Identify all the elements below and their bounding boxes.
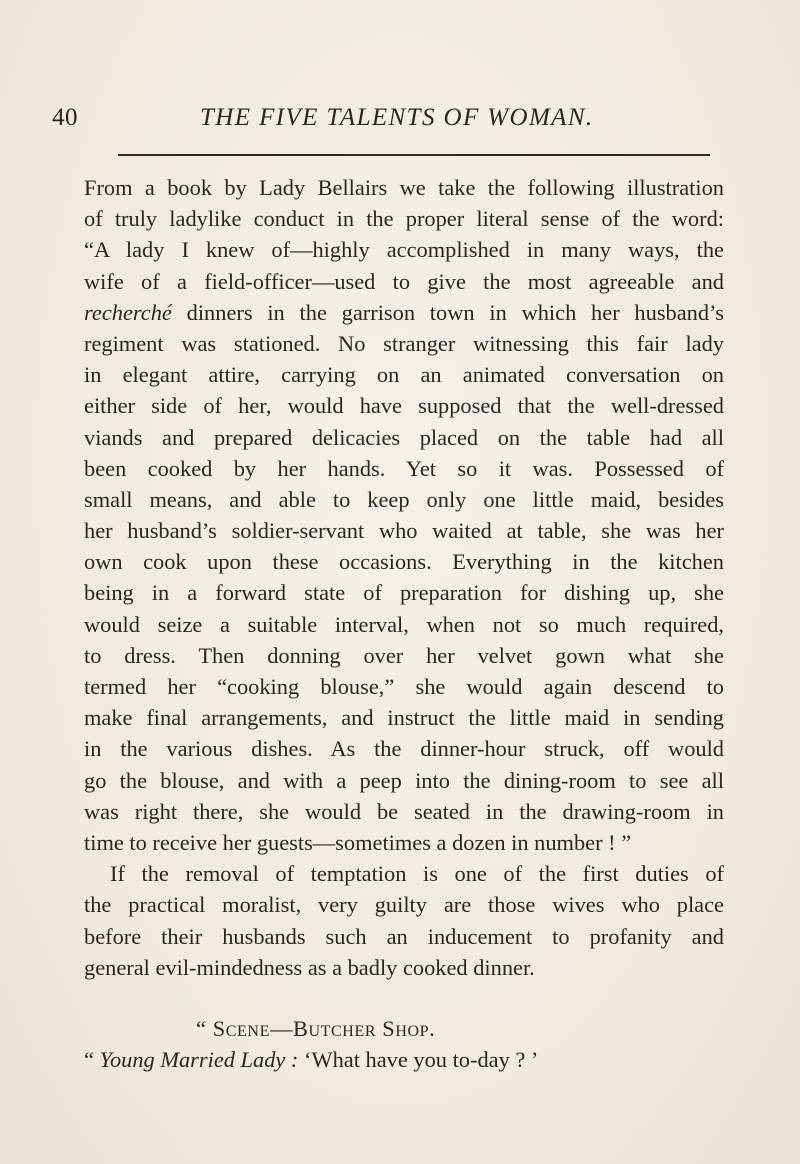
- text-line: If the removal of temptation is one of the first duties of: [110, 861, 724, 887]
- text-line: of truly ladylike conduct in the proper literal sense of the word:: [84, 206, 724, 232]
- running-title: THE FIVE TALENTS OF WOMAN.: [200, 104, 594, 131]
- text-fragment: dinners in the garrison town in which her husband’s: [186, 299, 724, 325]
- text-line: “A lady I knew of—highly accomplished in many ways, the: [84, 237, 724, 263]
- text-line: small means, and able to keep only one little maid, besides: [84, 486, 724, 512]
- text-line: would seize a suitable interval, when not so much required,: [84, 611, 724, 637]
- text-line: viands and prepared delicacies placed on the table had all: [84, 424, 724, 450]
- text-line: regiment was stationed. No stranger witnessing this fair lady: [84, 330, 724, 356]
- text-line: make final arrangements, and instruct the little maid in sending: [84, 705, 724, 731]
- header-rule: [118, 154, 710, 156]
- text-line: before their husbands such an inducement to profanity and: [84, 923, 724, 949]
- text-line: in the various dishes. As the dinner-hour struck, off would: [84, 736, 724, 762]
- text-line: either side of her, would have supposed that the well-dressed: [84, 393, 724, 419]
- text-line: was right there, she would be seated in the drawing-room in: [84, 798, 724, 824]
- speaker-name: Young Married Lady :: [99, 1047, 299, 1073]
- text-line: own cook upon these occasions. Everything in the kitchen: [84, 549, 724, 575]
- page-number: 40: [52, 104, 78, 131]
- text-line: to dress. Then donning over her velvet gown what she: [84, 642, 724, 668]
- text-line-recherche: [84, 297, 724, 328]
- text-line: been cooked by her hands. Yet so it was. Possessed of: [84, 455, 724, 481]
- text-line: general evil-mindedness as a badly cooked dinner.: [84, 954, 535, 980]
- text-line: time to receive her guests—sometimes a dozen in number ! ”: [84, 829, 632, 855]
- text-line: From a book by Lady Bellairs we take the following illustration: [84, 175, 724, 200]
- scene-heading: “ Scene—Butcher Shop.: [196, 1015, 436, 1041]
- text-line: the practical moralist, very guilty are those wives who place: [84, 892, 724, 918]
- text-line: being in a forward state of preparation for dishing up, she: [84, 580, 724, 606]
- text-line: her husband’s soldier-servant who waited at table, she was her: [84, 518, 724, 544]
- section-gap: [84, 983, 724, 1013]
- speech-text: ‘What have you to-day ? ’: [298, 1047, 539, 1073]
- body-text: [84, 172, 724, 1075]
- open-quote: “: [84, 1047, 100, 1073]
- text-line: in elegant attire, carrying on an animated conversation on: [84, 362, 724, 388]
- italic-word: recherché: [84, 299, 172, 325]
- text-line: go the blouse, and with a peep into the dining-room to see all: [84, 767, 724, 793]
- page-header: [52, 98, 712, 138]
- text-line: wife of a field-officer—used to give the most agreeable and: [84, 268, 724, 294]
- dialogue-line: [84, 1044, 724, 1075]
- text-line: termed her “cooking blouse,” she would again descend to: [84, 674, 724, 699]
